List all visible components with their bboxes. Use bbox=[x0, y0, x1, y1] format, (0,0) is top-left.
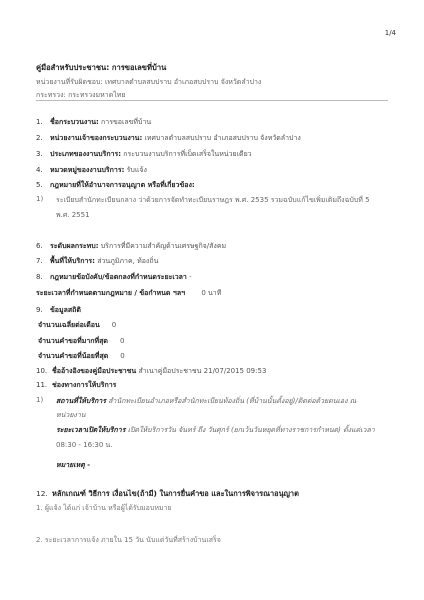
item-8: 8. กฎหมายข้อบังคับ/ข้อตกลงที่กำหนดระยะเวลา - bbox=[36, 273, 192, 281]
stat-min: จำนวนคำขอที่น้อยที่สุด 0 bbox=[38, 352, 125, 360]
stat-average: จำนวนเฉลี่ยต่อเดือน 0 bbox=[38, 321, 117, 329]
channel-hours-line-2: 08:30 - 16:30 น. bbox=[56, 441, 113, 449]
agency-line: หน่วยงานที่รับผิดชอบ: เทศบาลตำบลสบปราบ อำเภอสบปราบ จังหวัดลำปาง bbox=[36, 78, 262, 86]
item-10: 10. ชื่ออ้างอิงของคู่มือประชาชน สำเนาคู่มือประชาชน 21/07/2015 09:53 bbox=[36, 367, 267, 375]
item-12: 12. หลักเกณฑ์ วิธีการ เงื่อนไข(ถ้ามี) ในการยื่นคำขอ และในการพิจารณาอนุญาต bbox=[36, 489, 299, 498]
stat-max: จำนวนคำขอที่มากที่สุด 0 bbox=[38, 337, 125, 345]
deadline-label: ระยะเวลาที่กำหนดตามกฎหมาย / ข้อกำหนด ฯลฯ bbox=[36, 289, 186, 297]
item-2: 2. หน่วยงานเจ้าของกระบวนงาน: เทศบาลตำบลสบปราบ อำเภอสบปราบ จังหวัดลำปาง bbox=[36, 134, 301, 142]
item-3: 3. ประเภทของงานบริการ: กระบวนงานบริการที่เบ็ดเสร็จในหน่วยเดียว bbox=[36, 150, 252, 158]
channel-number: 1) bbox=[36, 396, 44, 404]
criteria-2: 2. ระยะเวลาการแจ้ง ภายใน 15 วัน นับแต่วันที่สร้างบ้านเสร็จ bbox=[36, 536, 221, 544]
item-4: 4. หมวดหมู่ของงานบริการ: รับแจ้ง bbox=[36, 166, 147, 174]
law-number: 1) bbox=[36, 195, 44, 203]
item-9: 9. ข้อมูลสถิติ bbox=[36, 306, 81, 314]
item-5: 5. กฎหมายที่ให้อำนาจการอนุญาต หรือที่เกี่ยวข้อง: bbox=[36, 181, 195, 189]
criteria-1: 1. ผู้แจ้ง ได้แก่ เจ้าบ้าน หรือผู้ได้รับมอบหมาย bbox=[36, 504, 172, 512]
deadline-value: 0 นาที bbox=[201, 289, 222, 297]
item-6: 6. ระดับผลกระทบ: บริการที่มีความสำคัญด้านเศรษฐกิจ/สังคม bbox=[36, 242, 227, 250]
deadline-row bbox=[36, 288, 221, 299]
ministry-line: กระทรวง: กระทรวงมหาดไทย bbox=[36, 91, 126, 99]
channel-place-line-2: หน่วยงาน bbox=[56, 411, 86, 419]
channel-note: หมายเหตุ - bbox=[56, 461, 91, 469]
item-1: 1. ชื่อกระบวนงาน: การขอเลขที่บ้าน bbox=[36, 118, 152, 126]
header-divider bbox=[36, 100, 388, 101]
item-11: 11. ช่องทางการให้บริการ bbox=[36, 381, 117, 389]
law-line-1: ระเบียบสำนักทะเบียนกลาง ว่าด้วยการจัดทำทะเบียนราษฎร พ.ศ. 2535 รวมฉบับแก้ไขเพิ่มเติมถึงฉบับที่ 5 bbox=[56, 196, 370, 204]
item-7: 7. พื้นที่ให้บริการ: ส่วนภูมิภาค, ท้องถิ่น bbox=[36, 257, 159, 265]
law-line-2: พ.ศ. 2551 bbox=[56, 211, 90, 219]
channel-place: สถานที่ให้บริการ สำนักทะเบียนอำเภอหรือสำนักทะเบียนท้องถิ่น (ที่บ้านนั้นตั้งอยู่)/ติดต่อด้วยตนเอง ณ bbox=[56, 397, 357, 405]
page-number: 1/4 bbox=[384, 29, 396, 37]
document-title: คู่มือสำหรับประชาชน: การขอเลขที่บ้าน bbox=[36, 63, 167, 72]
channel-hours: ระยะเวลาเปิดให้บริการ เปิดให้บริการวัน จันทร์ ถึง วันศุกร์ (ยกเว้นวันหยุดที่ทางราชการกำหนด) ตั้งแต่เวลา bbox=[56, 426, 375, 434]
